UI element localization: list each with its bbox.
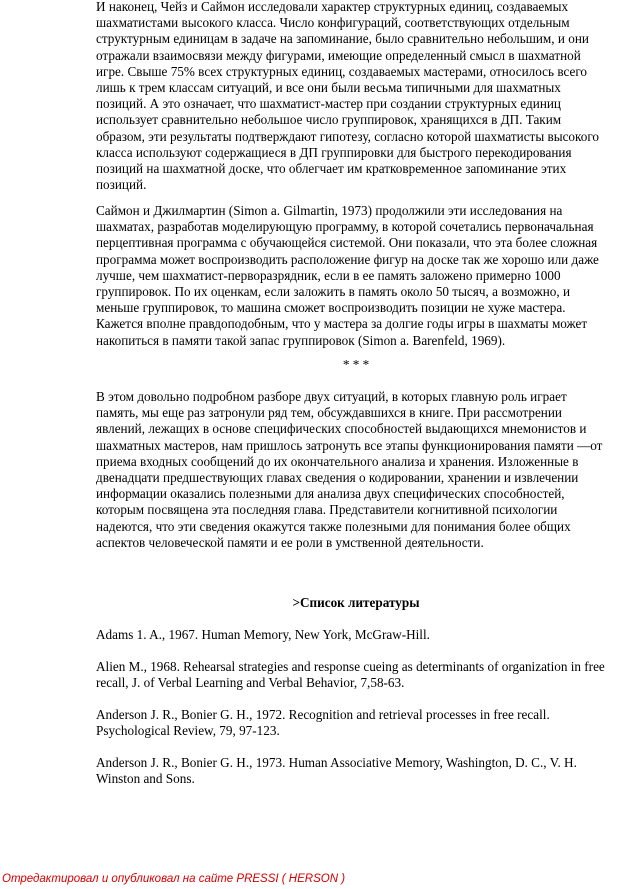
text-line: класса используют содержащиеся в ДП группировки для быстрого перекодирования <box>96 144 572 160</box>
text-line: приема входных сообщений до их окончательного анализа и хранения. Изложенные в <box>96 453 579 469</box>
text-line: аспектов человеческой памяти и ее роли в умственной деятельности. <box>96 534 484 550</box>
text-line: позиций на шахматной доске, что облегчает им кратковременное запоминание этих <box>96 161 567 177</box>
text-line: Anderson J. R., Bonier G. H., 1972. Recognition and retrieval processes in free recall. <box>96 707 550 722</box>
text-line: лишь к трем классам ситуаций, и все они были весьма типичными для шахматных <box>96 80 561 96</box>
reference-item <box>96 627 616 643</box>
text-line: меньше группировок, то машина сможет воспроизводить позиции не хуже мастера. <box>96 300 566 316</box>
text-line: группировок. По их оценкам, если заложить в память около 50 тысяч, а возможно, и <box>96 284 570 300</box>
text-line: память, мы еще раз затронули ряд тем, обсуждавшихся в книге. При рассмотрении <box>96 405 562 421</box>
text-line: позиций. <box>96 177 147 193</box>
text-line: явлений, лежащих в основе специфических способностей выдающихся мнемонистов и <box>96 421 587 437</box>
text-line: Alien M., 1968. Rehearsal strategies and response cueing as determinants of organization in free <box>96 659 605 674</box>
text-line: структурным единицам в задаче на запоминание, было сравнительно небольшим, и они <box>96 31 589 47</box>
section-separator: * * * <box>342 357 370 372</box>
reference-item <box>96 755 616 787</box>
text-line: отражали взаимосвязи между фигурами, имеющие определенный смысл в шахматной <box>96 47 581 63</box>
reference-item <box>96 707 616 739</box>
text-line: образом, эти результаты подтверждают гипотезу, согласно которой шахматисты высокого <box>96 128 600 144</box>
text-line: двенадцати предшествующих главах сведения о кодировании, хранении и извлечении <box>96 470 579 486</box>
text-line: Psychological Review, 79, 97-123. <box>96 723 280 739</box>
text-line: recall, J. of Verbal Learning and Verbal Behavior, 7,58-63. <box>96 675 405 691</box>
text-line: Winston and Sons. <box>96 771 195 787</box>
text-line: информации оказались полезными для анализа двух специфических способностей, <box>96 486 565 502</box>
reference-item <box>96 659 616 691</box>
text-line: лучше, чем шахматист-перворазрядник, если в ее память заложено примерно 1000 <box>96 267 561 283</box>
text-line: Anderson J. R., Bonier G. H., 1973. Human Associative Memory, Washington, D. C., V. H. <box>96 755 577 770</box>
text-line: которым посвящена эта последняя глава. Представители когнитивной психологии <box>96 502 558 518</box>
text-line: Кажется вполне правдоподобным, что у мастера за долгие годы игры в шахматы может <box>96 316 588 332</box>
text-line: позиций. А это означает, что шахматист-мастер при создании структурных единиц <box>96 96 561 112</box>
text-line: перцептивная программа с обучающейся системой. Они показали, что эта более сложная <box>96 235 598 251</box>
text-line: В этом довольно подробном разборе двух ситуаций, в которых главную роль играет <box>96 389 567 404</box>
text-line: накопиться в памяти такой запас группировок (Simon a. Barenfeld, 1969). <box>96 332 506 348</box>
paragraph-3 <box>96 389 616 551</box>
text-line: использует сравнительно небольшое число группировок, хранящихся в ДП. Таким <box>96 112 562 128</box>
text-line: шахматистами высокого класса. Число конфигураций, соответствующих отдельным <box>96 15 570 31</box>
text-line: шахматах, разработав моделирующую программу, в которой сочетались первоначальная <box>96 219 594 235</box>
text-line: шахматных мастеров, нам пришлось затронуть все этапы функционирования памяти —от <box>96 437 603 453</box>
text-line: надеются, что эти сведения окажутся также полезными для понимания более общих <box>96 518 571 534</box>
text-line: Саймон и Джилмартин (Simon a. Gilmartin, 1973) продолжили эти исследования на <box>96 203 563 218</box>
references-heading: >Список литературы <box>292 595 420 610</box>
paragraph-1 <box>96 0 616 193</box>
paragraph-2 <box>96 203 616 349</box>
text-line: Adams 1. A., 1967. Human Memory, New York, McGraw-Hill. <box>96 627 430 642</box>
text-line: И наконец, Чейз и Саймон исследовали характер структурных единиц, создаваемых <box>96 0 569 14</box>
text-line: программа может воспроизводить расположение фигур на доске так же хорошо или даже <box>96 251 599 267</box>
publisher-footer: Отредактировал и опубликовал на сайте PRESSI ( HERSON ) <box>2 873 346 885</box>
text-line: игре. Свыше 75% всех структурных единиц, создаваемых мастерами, относилось всего <box>96 63 588 79</box>
